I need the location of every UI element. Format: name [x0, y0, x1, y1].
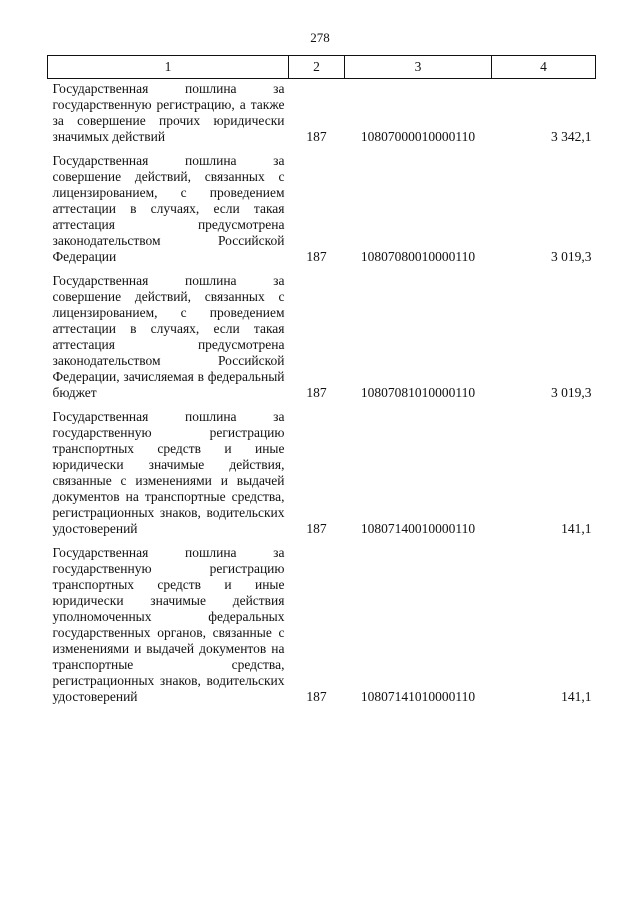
row-name: Государственная пошлина за государственную регистрацию транспортных средств и иные юридически значимые действия, связанные с изменениями и выдачей документов на транспортные средства, регистрационных знаков, водительских удостоверений — [52, 409, 285, 536]
table-row — [48, 79, 596, 152]
row-budget-code: 10807140010000110 — [360, 521, 476, 536]
table-row — [48, 151, 596, 271]
row-admin-code: 187 — [306, 689, 327, 704]
revenue-table — [47, 55, 596, 711]
page-number: 278 — [310, 30, 330, 45]
row-budget-code: 10807080010000110 — [360, 249, 476, 264]
table-header — [48, 56, 596, 79]
row-name: Государственная пошлина за государственную регистрацию транспортных средств и иные юридически значимые действия уполномоченных федеральных государственных органов, связанные с изменениями и выдачей документов на транспортные средства, регистрационных знаков, водительских удостоверений — [52, 545, 285, 704]
header-col-2: 2 — [289, 56, 345, 79]
row-admin-code: 187 — [306, 385, 327, 400]
header-col-1: 1 — [48, 56, 289, 79]
header-col-3: 3 — [345, 56, 492, 79]
row-admin-code: 187 — [306, 521, 327, 536]
row-admin-code: 187 — [306, 249, 327, 264]
row-budget-code: 10807141010000110 — [360, 689, 476, 704]
row-amount: 141,1 — [561, 689, 592, 704]
table-body — [48, 79, 596, 712]
row-amount: 141,1 — [561, 521, 592, 536]
row-budget-code: 10807000010000110 — [360, 129, 476, 144]
row-amount: 3 342,1 — [551, 129, 592, 144]
row-name: Государственная пошлина за совершение действий, связанных с лицензированием, с проведением аттестации в случаях, если такая аттестация предусмотрена законодательством Российской Федерации — [52, 153, 285, 264]
header-row — [48, 56, 596, 79]
row-name: Государственная пошлина за государственную регистрацию, а также за совершение прочих юридически значимых действий — [52, 81, 285, 144]
table-row — [48, 543, 596, 711]
table-row — [48, 407, 596, 543]
table-row — [48, 271, 596, 407]
row-budget-code: 10807081010000110 — [360, 385, 476, 400]
row-name: Государственная пошлина за совершение действий, связанных с лицензированием, с проведением аттестации в случаях, если такая аттестация предусмотрена законодательством Российской Федерации, зачисляемая в федеральный бюджет — [52, 273, 285, 400]
row-amount: 3 019,3 — [551, 249, 592, 264]
row-amount: 3 019,3 — [551, 385, 592, 400]
header-col-4: 4 — [492, 56, 596, 79]
row-admin-code: 187 — [306, 129, 327, 144]
